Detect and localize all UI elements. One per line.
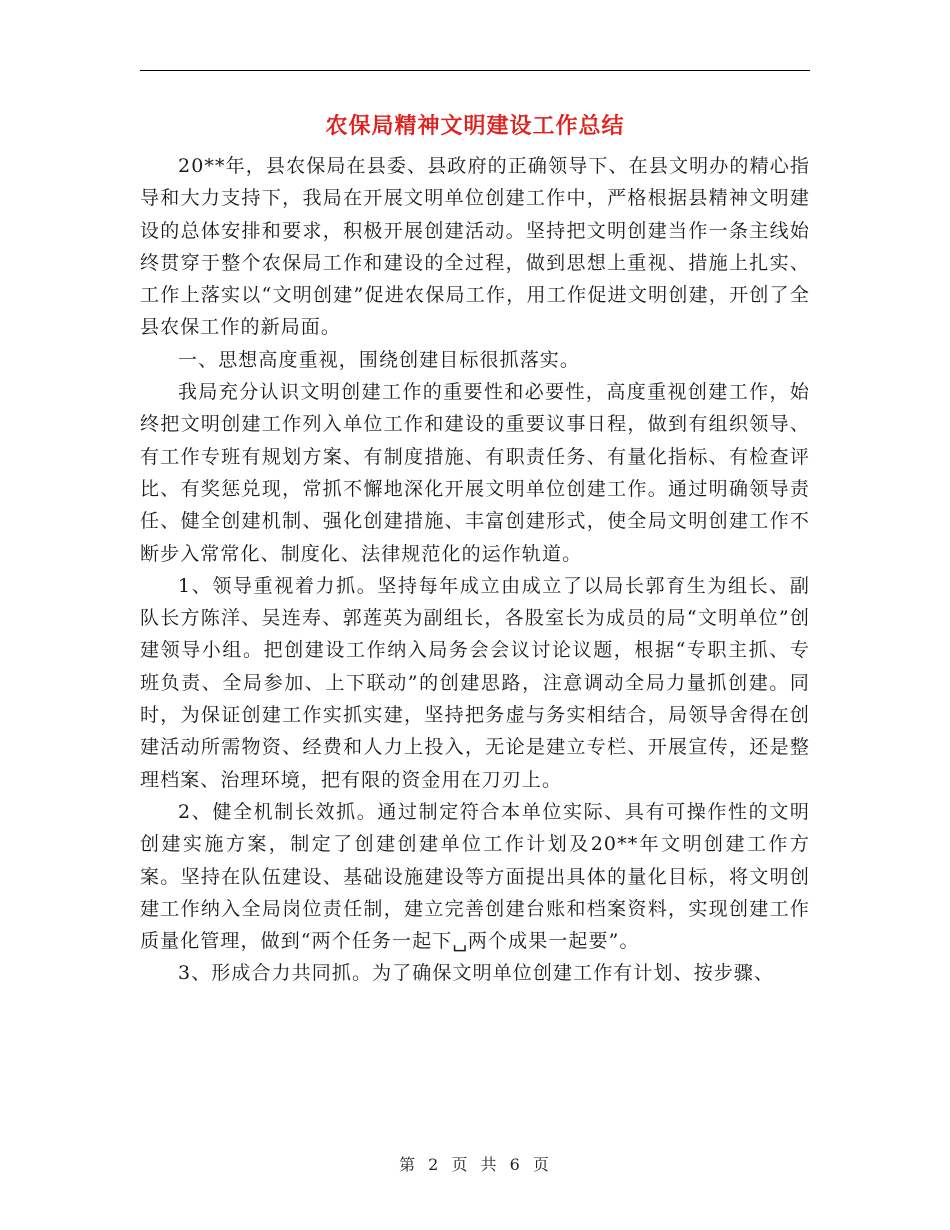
paragraph-item-3: 3、形成合力共同抓。为了确保文明单位创建工作有计划、按步骤、 — [178, 962, 775, 985]
document-title: 农保局精神文明建设工作总结 — [325, 113, 625, 139]
page-footer: 第 2 页 共 6 页 — [399, 1155, 551, 1174]
paragraph-section-1: 我局充分认识文明创建工作的重要性和必要性，高度重视创建工作，始终把文明创建工作列入单位工作和建设的重要议事日程，做到有组织领导、有工作专班有规划方案、有制度措施、有职责任务、有量化指标、有检查评比、有奖惩兑现，常抓不懈地深化开展文明单位创建工作。通过明确领导责任、健全创建机制、强化创建措施、丰富创建形式，使全局文明创建工作不断步入常常化、制度化、法律规范化的运作轨道。 — [140, 381, 810, 565]
document-body — [140, 150, 810, 990]
section-heading-1: 一、思想高度重视，围绕创建目标很抓落实。 — [178, 348, 581, 371]
paragraph-item-1: 1、领导重视着力抓。坚持每年成立由成立了以局长郭育生为组长、副队长方陈洋、吴连寿、郭莲英为副组长，各股室长为成员的局“文明单位”创建领导小组。把创建设工作纳入局务会会议讨论议题，根据“专职主抓、专班负责、全局参加、上下联动”的创建思路，注意调动全局力量抓创建。同时，为保证创建工作实抓实建，坚持把务虚与务实相结合，局领导舍得在创建活动所需物资、经费和人力上投入，无论是建立专栏、开展宣传，还是整理档案、治理环境，把有限的资金用在刀刃上。 — [140, 574, 810, 791]
paragraph-item-2: 2、健全机制长效抓。通过制定符合本单位实际、具有可操作性的文明创建实施方案，制定了创建创建单位工作计划及20**年文明创建工作方案。坚持在队伍建设、基础设施建设等方面提出具体的量化目标，将文明创建工作纳入全局岗位责任制，建立完善创建台账和档案资料，实现创建工作质量化管理，做到“两个任务一起下␣两个成果一起要”。 — [140, 800, 810, 953]
header-rule — [140, 70, 810, 71]
paragraph-intro: 20**年，县农保局在县委、县政府的正确领导下、在县文明办的精心指导和大力支持下，我局在开展文明单位创建工作中，严格根据县精神文明建设的总体安排和要求，积极开展创建活动。坚持把文明创建当作一条主线始终贯穿于整个农保局工作和建设的全过程，做到思想上重视、措施上扎实、工作上落实以“文明创建”促进农保局工作，用工作促进文明创建，开创了全县农保工作的新局面。 — [140, 155, 810, 339]
